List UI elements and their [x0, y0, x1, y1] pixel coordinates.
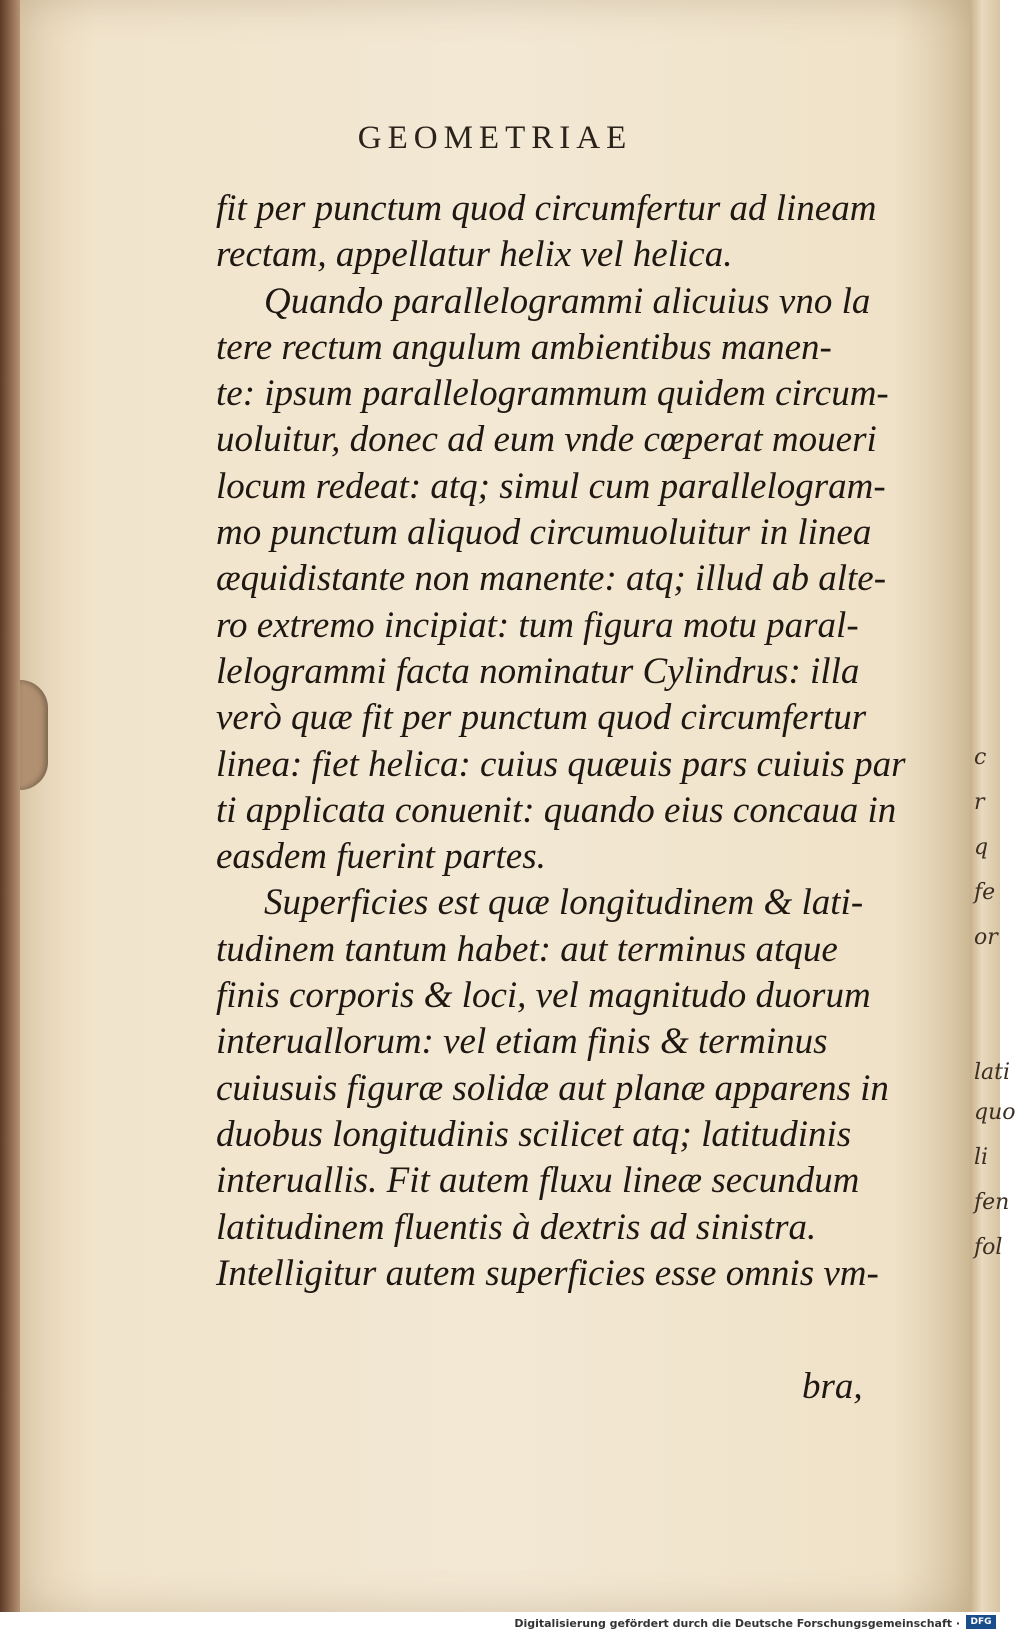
facing-page-fragment: lati: [974, 1060, 1011, 1085]
facing-page-fragment: r: [974, 790, 985, 815]
text-line: lelogrammi facta nominatur Cylindrus: illa: [216, 650, 860, 692]
text-line: æquidistante non manente: atq; illud ab alte-: [216, 558, 887, 600]
text-line: latitudinem fluentis à dextris ad sinistra.: [216, 1206, 817, 1248]
running-header: GEOMETRIAE: [357, 120, 633, 156]
footer-credit: Digitalisierung gefördert durch die Deutsche Forschungsgemeinschaft ·: [514, 1617, 960, 1630]
catchword: bra,: [802, 1366, 863, 1407]
text-line: tere rectum angulum ambientibus manen-: [216, 326, 832, 368]
facing-page-fragment: quo: [974, 1100, 1016, 1125]
text-line: tudinem tantum habet: aut terminus atque: [216, 928, 838, 970]
text-line: fit per punctum quod circumfertur ad lineam: [216, 188, 877, 229]
text-line: mo punctum aliquod circumuoluitur in linea: [216, 512, 872, 554]
text-line: interuallorum: vel etiam finis & terminus: [216, 1021, 828, 1063]
facing-page-fragment: fe: [974, 880, 996, 905]
text-line: Superficies est quæ longitudinem & lati-: [264, 882, 864, 924]
body-text: [216, 186, 906, 1297]
text-line: rectam, appellatur helix vel helica.: [216, 234, 733, 276]
facing-page-fragment: li: [974, 1145, 989, 1170]
text-line: interuallis. Fit autem fluxu lineæ secundum: [216, 1160, 860, 1202]
text-line: linea: fiet helica: cuius quæuis pars cuiuis par: [216, 743, 906, 785]
facing-page-fragment: fol: [974, 1235, 1003, 1260]
text-line: Intelligitur autem superficies esse omnis vm-: [216, 1252, 879, 1294]
facing-page-fragment: q: [974, 835, 989, 860]
text-line: locum redeat: atq; simul cum parallelogram-: [216, 465, 886, 507]
text-line: te: ipsum parallelogrammum quidem circum-: [216, 373, 889, 415]
digitization-footer: [0, 1612, 1000, 1632]
dfg-logo: DFG: [966, 1615, 996, 1629]
text-line: verò quæ fit per punctum quod circumfertur: [216, 697, 867, 739]
page-tab-marker: [20, 680, 48, 790]
text-line: duobus longitudinis scilicet atq; latitudinis: [216, 1113, 852, 1155]
text-line: ro extremo incipiat: tum figura motu paral-: [216, 604, 859, 646]
book-page: [20, 0, 970, 1612]
text-line: finis corporis & loci, vel magnitudo duorum: [216, 975, 871, 1017]
facing-page-fragment: c: [974, 745, 987, 770]
text-line: Quando parallelogrammi alicuius vno la: [264, 280, 871, 322]
next-page-edge: [970, 0, 1016, 1612]
text-line: cuiusuis figuræ solidæ aut planæ apparens in: [216, 1067, 889, 1109]
text-line: easdem fuerint partes.: [216, 836, 546, 878]
facing-page-fragment: or: [974, 925, 998, 950]
text-line: uoluitur, donec ad eum vnde cœperat moueri: [216, 419, 877, 461]
facing-page-fragment: fen: [974, 1190, 1010, 1215]
text-line: ti applicata conuenit: quando eius concaua in: [216, 789, 897, 831]
